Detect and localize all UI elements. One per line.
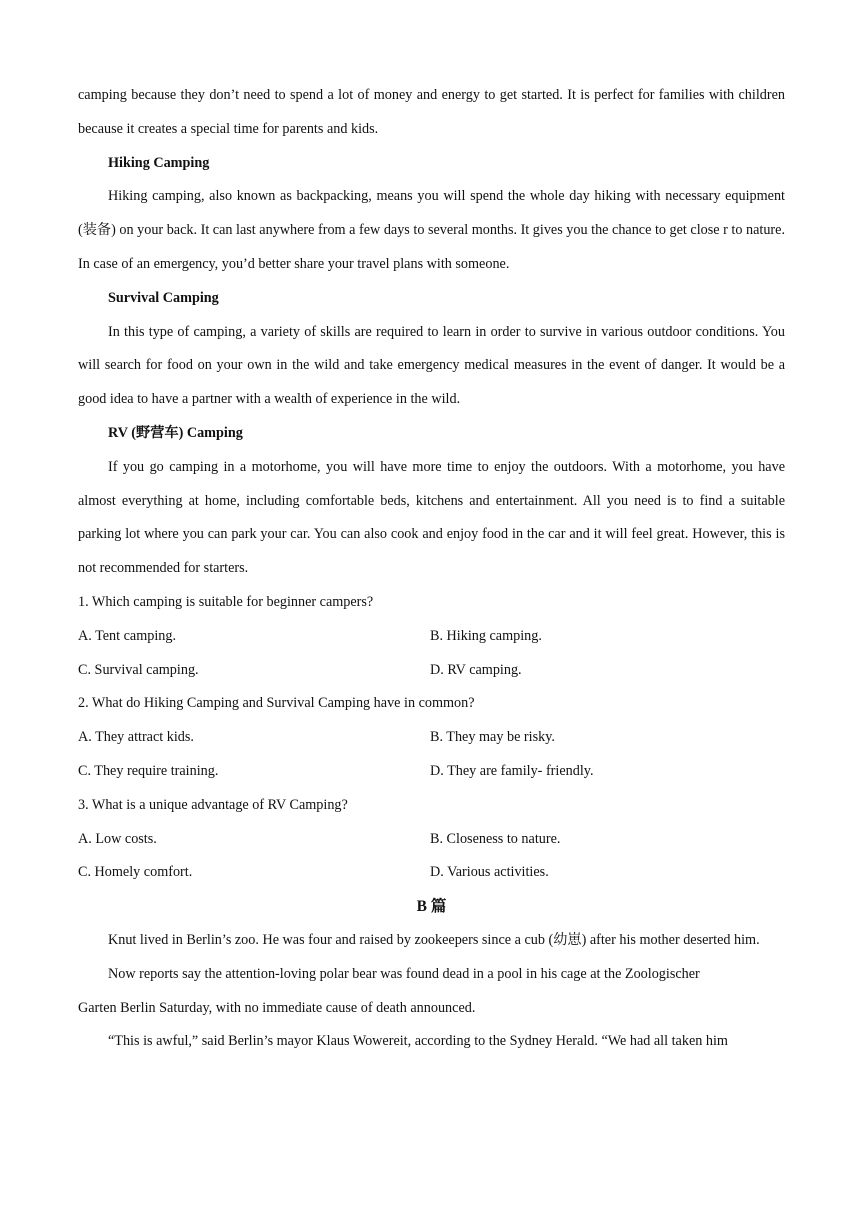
section-heading-survival: Survival Camping bbox=[108, 289, 219, 306]
question-2-options-row-2 bbox=[78, 755, 785, 789]
question-1-option-a: A. Tent camping. bbox=[78, 627, 177, 644]
question-3-options-row-2 bbox=[78, 856, 785, 890]
question-1-option-c: C. Survival camping. bbox=[78, 661, 199, 678]
question-2-option-d: D. They are family- friendly. bbox=[430, 762, 594, 779]
passage-b-paragraph-2-line-2: Garten Berlin Saturday, with no immediate cause of death announced. bbox=[78, 999, 476, 1016]
section-heading-rv: RV (野营车) Camping bbox=[108, 424, 243, 441]
question-3-option-b: B. Closeness to nature. bbox=[430, 830, 561, 847]
section-heading-hiking: Hiking Camping bbox=[108, 154, 210, 171]
question-3-option-c: C. Homely comfort. bbox=[78, 864, 193, 881]
passage-b-paragraph-3: “This is awful,” said Berlin’s mayor Klaus Wowereit, according to the Sydney Herald. “We had all taken him bbox=[108, 1033, 728, 1050]
question-1-option-d: D. RV camping. bbox=[430, 661, 522, 678]
question-3-stem: 3. What is a unique advantage of RV Camping? bbox=[78, 796, 348, 813]
question-1-options-row-2 bbox=[78, 654, 785, 688]
passage-b-title: B 篇 bbox=[416, 898, 447, 916]
document-page bbox=[78, 79, 785, 1059]
section-text-rv: If you go camping in a motorhome, you will have more time to enjoy the outdoors. With a motorhome, you have almost everything at home, including comfortable beds, kitchens and entertainment. All you need is to find a suitable parking lot where you can park your car. You can also cook and enjoy food in the car and it will feel great. However, this is not recommended for starters. bbox=[78, 458, 785, 577]
question-2-options-row-1 bbox=[78, 721, 785, 755]
passage-a-intro: camping because they don’t need to spend a lot of money and energy to get started. It is perfect for families with children because it creates a special time for parents and kids. bbox=[78, 87, 785, 137]
question-1-options-row-1 bbox=[78, 620, 785, 654]
question-2-option-c: C. They require training. bbox=[78, 762, 219, 779]
question-1-stem: 1. Which camping is suitable for beginner campers? bbox=[78, 593, 374, 610]
question-3-options-row-1 bbox=[78, 823, 785, 857]
question-1-option-b: B. Hiking camping. bbox=[430, 627, 542, 644]
question-3-option-d: D. Various activities. bbox=[430, 864, 549, 881]
section-text-hiking: Hiking camping, also known as backpacking, means you will spend the whole day hiking with necessary equipment (装备) on your back. It can last anywhere from a few days to several months. It gives you the chance to get close r to nature. In case of an emergency, you’d better share your travel plans with someone. bbox=[78, 188, 785, 272]
question-2-stem: 2. What do Hiking Camping and Survival Camping have in common? bbox=[78, 695, 475, 712]
passage-b-paragraph-1: Knut lived in Berlin’s zoo. He was four and raised by zookeepers since a cub (幼崽) after his mother deserted him. bbox=[108, 931, 760, 948]
passage-b-paragraph-2-line-1: Now reports say the attention-loving polar bear was found dead in a pool in his cage at the Zoologischer bbox=[108, 965, 700, 982]
section-text-survival: In this type of camping, a variety of skills are required to learn in order to survive in various outdoor conditions. You will search for food on your own in the wild and take emergency medical measures in the event of danger. It would be a good idea to have a partner with a wealth of experience in the wild. bbox=[78, 323, 785, 408]
question-2-option-a: A. They attract kids. bbox=[78, 729, 194, 746]
question-2-option-b: B. They may be risky. bbox=[430, 729, 555, 746]
question-3-option-a: A. Low costs. bbox=[78, 830, 157, 847]
